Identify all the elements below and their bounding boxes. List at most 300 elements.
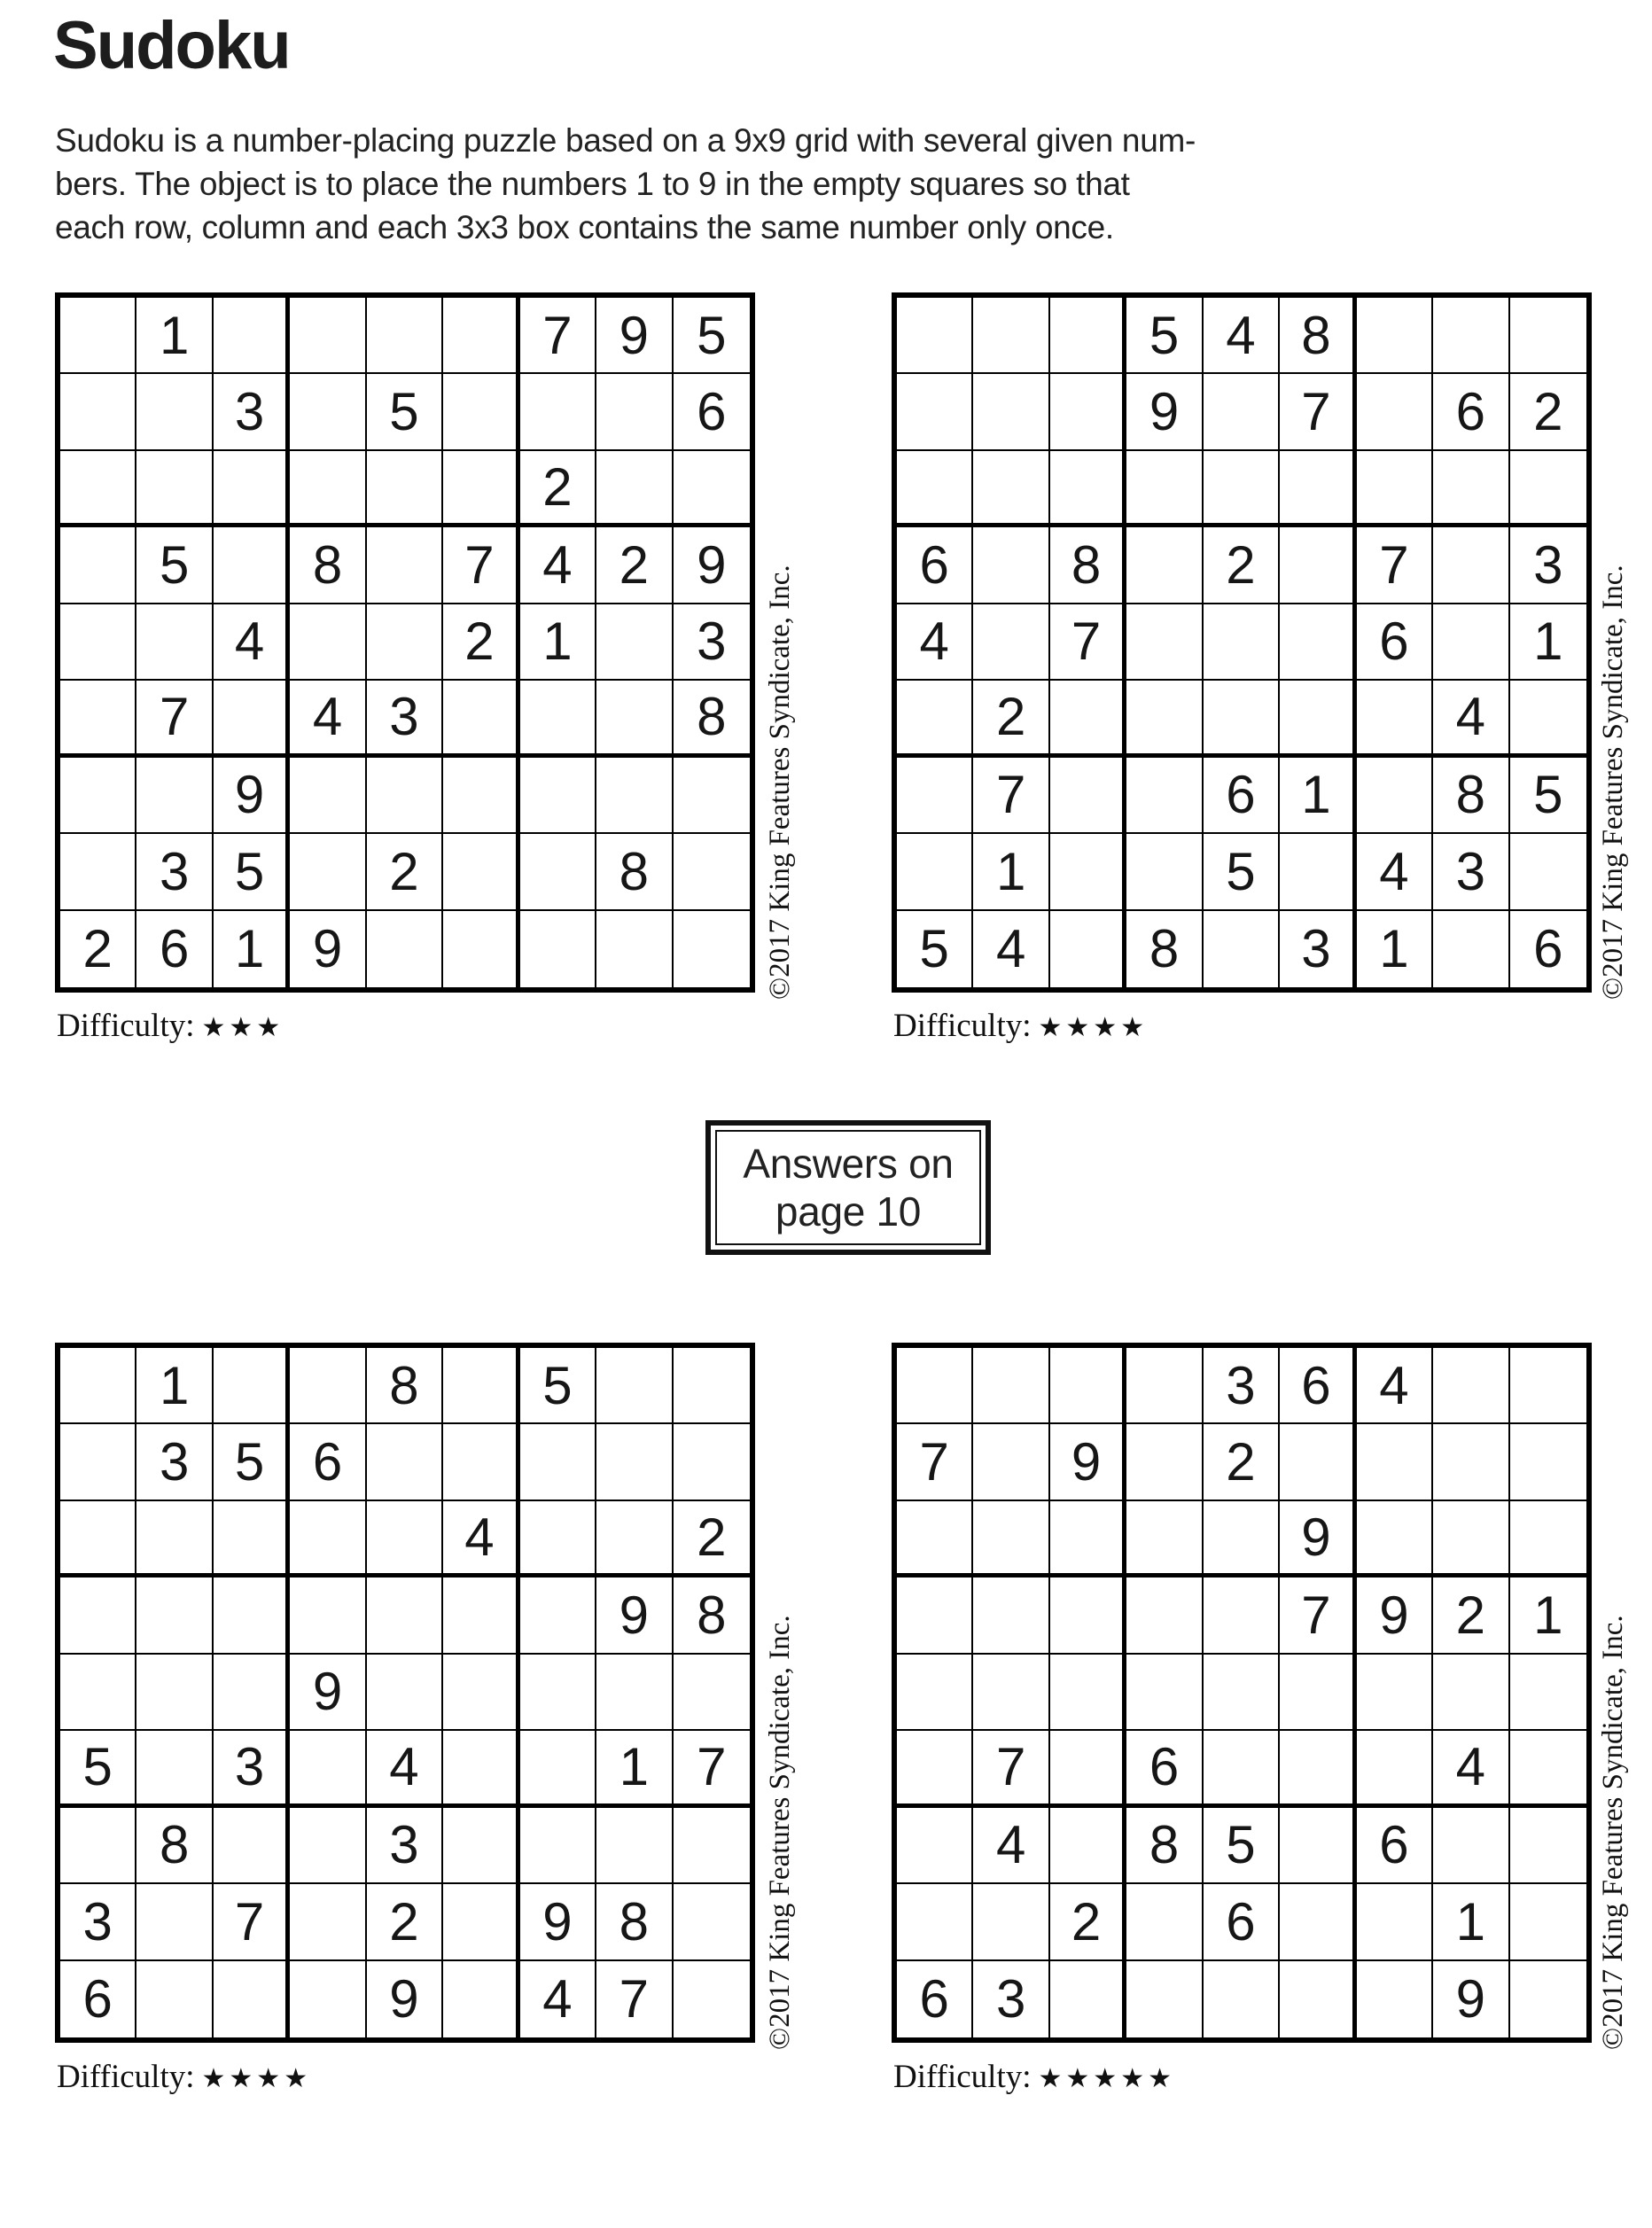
sudoku-cell-r2c3[interactable] xyxy=(1050,374,1126,450)
sudoku-cell-r2c7[interactable] xyxy=(1357,374,1433,450)
sudoku-cell-r1c5[interactable] xyxy=(367,298,443,374)
sudoku-cell-r8c8: 8 xyxy=(596,834,673,910)
sudoku-cell-r7c3[interactable] xyxy=(1050,758,1126,834)
sudoku-cell-r4c5[interactable] xyxy=(367,527,443,604)
sudoku-cell-r6c6[interactable] xyxy=(1280,681,1356,757)
sudoku-cell-r3c7[interactable] xyxy=(520,1501,596,1578)
sudoku-cell-r9c6[interactable] xyxy=(443,911,519,987)
sudoku-cell-r6c7[interactable] xyxy=(520,1731,596,1807)
sudoku-cell-r3c7[interactable] xyxy=(1357,451,1433,527)
sudoku-cell-r7c7: 6 xyxy=(1357,1808,1433,1884)
sudoku-cell-r1c1[interactable] xyxy=(897,298,973,374)
sudoku-cell-r6c1[interactable] xyxy=(60,681,136,757)
sudoku-cell-r5c6[interactable] xyxy=(443,1655,519,1731)
sudoku-cell-r4c3[interactable] xyxy=(214,1578,290,1654)
sudoku-cell-r1c1[interactable] xyxy=(60,1348,136,1424)
sudoku-cell-r4c1[interactable] xyxy=(897,1578,973,1654)
sudoku-cell-r7c4: 8 xyxy=(1126,1808,1203,1884)
sudoku-cell-r6c9[interactable] xyxy=(1510,1731,1586,1807)
sudoku-cell-r3c4[interactable] xyxy=(290,1501,366,1578)
sudoku-cell-r3c2[interactable] xyxy=(136,1501,213,1578)
sudoku-cell-r9c3[interactable] xyxy=(1050,911,1126,987)
sudoku-cell-r6c2[interactable] xyxy=(136,1731,213,1807)
sudoku-cell-r5c7: 1 xyxy=(520,604,596,681)
sudoku-cell-r2c3: 3 xyxy=(214,374,290,450)
sudoku-cell-r1c3[interactable] xyxy=(1050,1348,1126,1424)
sudoku-cell-r8c9[interactable] xyxy=(674,834,750,910)
sudoku-cell-r3c9[interactable] xyxy=(1510,1501,1586,1578)
sudoku-cell-r8c3[interactable] xyxy=(1050,834,1126,910)
sudoku-cell-r9c8[interactable] xyxy=(1433,911,1509,987)
sudoku-cell-r3c4[interactable] xyxy=(1126,1501,1203,1578)
sudoku-cell-r9c8[interactable] xyxy=(596,911,673,987)
sudoku-cell-r6c6[interactable] xyxy=(443,681,519,757)
sudoku-cell-r4c9: 1 xyxy=(1510,1578,1586,1654)
instructions-line-1: Sudoku is a number-placing puzzle based on a 9x9 grid with several given num- xyxy=(55,122,1196,159)
sudoku-cell-r1c4[interactable] xyxy=(290,1348,366,1424)
sudoku-cell-r7c2: 8 xyxy=(136,1808,213,1884)
sudoku-cell-r7c6: 1 xyxy=(1280,758,1356,834)
sudoku-cell-r2c9[interactable] xyxy=(1510,1424,1586,1500)
sudoku-cell-r1c2[interactable] xyxy=(973,298,1049,374)
sudoku-cell-r8c1[interactable] xyxy=(897,1884,973,1960)
sudoku-cell-r1c9[interactable] xyxy=(1510,298,1586,374)
sudoku-cell-r1c3[interactable] xyxy=(214,298,290,374)
sudoku-cell-r5c5[interactable] xyxy=(367,1655,443,1731)
sudoku-cell-r3c8[interactable] xyxy=(596,1501,673,1578)
sudoku-cell-r2c4[interactable] xyxy=(290,374,366,450)
sudoku-cell-r2c1[interactable] xyxy=(60,1424,136,1500)
sudoku-cell-r9c5[interactable] xyxy=(1204,911,1280,987)
sudoku-cell-r4c6[interactable] xyxy=(443,1578,519,1654)
sudoku-cell-r3c4[interactable] xyxy=(1126,451,1203,527)
sudoku-cell-r3c3[interactable] xyxy=(214,1501,290,1578)
sudoku-cell-r3c7: 2 xyxy=(520,451,596,527)
difficulty-label: Difficulty: xyxy=(57,1008,195,1044)
sudoku-cell-r6c2: 2 xyxy=(973,681,1049,757)
sudoku-cell-r2c5: 5 xyxy=(367,374,443,450)
sudoku-cell-r7c5[interactable] xyxy=(367,758,443,834)
difficulty-stars: ★★★★ xyxy=(1038,1013,1149,1042)
sudoku-cell-r2c5[interactable] xyxy=(1204,374,1280,450)
sudoku-cell-r3c3[interactable] xyxy=(1050,1501,1126,1578)
sudoku-cell-r4c5[interactable] xyxy=(1204,1578,1280,1654)
sudoku-cell-r3c4[interactable] xyxy=(290,451,366,527)
sudoku-cell-r4c7[interactable] xyxy=(520,1578,596,1654)
sudoku-cell-r5c9: 1 xyxy=(1510,604,1586,681)
sudoku-cell-r6c9: 8 xyxy=(674,681,750,757)
sudoku-cell-r6c3[interactable] xyxy=(1050,681,1126,757)
sudoku-cell-r2c8[interactable] xyxy=(1433,1424,1509,1500)
sudoku-cell-r1c9: 5 xyxy=(674,298,750,374)
sudoku-cell-r3c1[interactable] xyxy=(897,1501,973,1578)
sudoku-cell-r7c9[interactable] xyxy=(674,1808,750,1884)
sudoku-cell-r8c1[interactable] xyxy=(60,834,136,910)
sudoku-cell-r9c3[interactable] xyxy=(1050,1961,1126,2037)
sudoku-cell-r4c4[interactable] xyxy=(1126,527,1203,604)
answers-box xyxy=(705,1120,991,1255)
sudoku-cell-r2c8[interactable] xyxy=(596,374,673,450)
sudoku-cell-r3c8[interactable] xyxy=(596,451,673,527)
sudoku-cell-r7c3[interactable] xyxy=(214,1808,290,1884)
sudoku-cell-r3c9[interactable] xyxy=(1510,451,1586,527)
sudoku-cell-r2c8: 6 xyxy=(1433,374,1509,450)
sudoku-cell-r8c7: 4 xyxy=(1357,834,1433,910)
sudoku-cell-r3c2[interactable] xyxy=(973,451,1049,527)
sudoku-cell-r7c2: 4 xyxy=(973,1808,1049,1884)
sudoku-cell-r2c6[interactable] xyxy=(1280,1424,1356,1500)
sudoku-cell-r9c4[interactable] xyxy=(1126,1961,1203,2037)
sudoku-cell-r1c5: 8 xyxy=(367,1348,443,1424)
sudoku-cell-r5c1: 4 xyxy=(897,604,973,681)
sudoku-cell-r5c4: 9 xyxy=(290,1655,366,1731)
sudoku-cell-r4c9: 3 xyxy=(1510,527,1586,604)
sudoku-cell-r5c4[interactable] xyxy=(290,604,366,681)
sudoku-cell-r3c6[interactable] xyxy=(1280,451,1356,527)
sudoku-cell-r1c6[interactable] xyxy=(443,1348,519,1424)
sudoku-cell-r7c5: 6 xyxy=(1204,758,1280,834)
sudoku-cell-r9c1: 5 xyxy=(897,911,973,987)
sudoku-cell-r6c1[interactable] xyxy=(897,681,973,757)
sudoku-cell-r2c9: 2 xyxy=(1510,374,1586,450)
sudoku-cell-r5c7: 6 xyxy=(1357,604,1433,681)
sudoku-cell-r2c5[interactable] xyxy=(367,1424,443,1500)
sudoku-cell-r9c8: 9 xyxy=(1433,1961,1509,2037)
sudoku-cell-r4c7: 7 xyxy=(1357,527,1433,604)
sudoku-cell-r5c9[interactable] xyxy=(674,1655,750,1731)
sudoku-cell-r5c5[interactable] xyxy=(367,604,443,681)
sudoku-cell-r4c2[interactable] xyxy=(973,1578,1049,1654)
sudoku-cell-r1c7: 4 xyxy=(1357,1348,1433,1424)
sudoku-cell-r8c9[interactable] xyxy=(1510,834,1586,910)
sudoku-cell-r2c2[interactable] xyxy=(136,374,213,450)
sudoku-cell-r4c1[interactable] xyxy=(60,1578,136,1654)
sudoku-cell-r1c9[interactable] xyxy=(1510,1348,1586,1424)
sudoku-cell-r6c5[interactable] xyxy=(1204,1731,1280,1807)
answers-box-line-2: page 10 xyxy=(775,1188,922,1235)
sudoku-cell-r6c5[interactable] xyxy=(1204,681,1280,757)
sudoku-grid-top-left xyxy=(55,292,755,993)
sudoku-cell-r9c7[interactable] xyxy=(1357,1961,1433,2037)
sudoku-cell-r3c7[interactable] xyxy=(1357,1501,1433,1578)
sudoku-cell-r7c8[interactable] xyxy=(596,758,673,834)
sudoku-cell-r5c1[interactable] xyxy=(60,1655,136,1731)
sudoku-cell-r9c2[interactable] xyxy=(136,1961,213,2037)
sudoku-cell-r3c2[interactable] xyxy=(136,451,213,527)
sudoku-cell-r5c8[interactable] xyxy=(1433,604,1509,681)
sudoku-cell-r6c4: 4 xyxy=(290,681,366,757)
sudoku-cell-r9c9[interactable] xyxy=(674,1961,750,2037)
difficulty-stars: ★★★ xyxy=(201,1013,284,1042)
sudoku-cell-r9c5: 9 xyxy=(367,1961,443,2037)
sudoku-cell-r8c5: 2 xyxy=(367,1884,443,1960)
sudoku-cell-r4c5[interactable] xyxy=(367,1578,443,1654)
sudoku-cell-r1c4: 5 xyxy=(1126,298,1203,374)
sudoku-cell-r1c5: 4 xyxy=(1204,298,1280,374)
sudoku-cell-r9c6: 3 xyxy=(1280,911,1356,987)
sudoku-cell-r7c7[interactable] xyxy=(520,758,596,834)
difficulty-bottom-right xyxy=(893,2058,1175,2096)
sudoku-cell-r2c4[interactable] xyxy=(1126,1424,1203,1500)
sudoku-cell-r3c5[interactable] xyxy=(367,451,443,527)
sudoku-cell-r8c4[interactable] xyxy=(1126,834,1203,910)
sudoku-cell-r5c2[interactable] xyxy=(136,1655,213,1731)
sudoku-cell-r5c5[interactable] xyxy=(1204,1655,1280,1731)
sudoku-cell-r9c7: 4 xyxy=(520,1961,596,2037)
sudoku-cell-r2c2[interactable] xyxy=(973,1424,1049,1500)
sudoku-cell-r5c7[interactable] xyxy=(1357,1655,1433,1731)
sudoku-cell-r8c4[interactable] xyxy=(290,834,366,910)
sudoku-cell-r1c1[interactable] xyxy=(60,298,136,374)
sudoku-cell-r3c3[interactable] xyxy=(214,451,290,527)
sudoku-cell-r2c4: 9 xyxy=(1126,374,1203,450)
sudoku-cell-r8c5: 6 xyxy=(1204,1884,1280,1960)
sudoku-cell-r5c3: 7 xyxy=(1050,604,1126,681)
sudoku-cell-r4c1[interactable] xyxy=(60,527,136,604)
sudoku-cell-r6c7[interactable] xyxy=(1357,1731,1433,1807)
sudoku-cell-r7c3[interactable] xyxy=(1050,1808,1126,1884)
sudoku-cell-r5c7[interactable] xyxy=(520,1655,596,1731)
sudoku-cell-r9c6[interactable] xyxy=(443,1961,519,2037)
sudoku-cell-r8c6[interactable] xyxy=(443,834,519,910)
sudoku-cell-r6c7[interactable] xyxy=(1357,681,1433,757)
sudoku-cell-r2c7[interactable] xyxy=(520,374,596,450)
sudoku-cell-r3c8[interactable] xyxy=(1433,1501,1509,1578)
sudoku-cell-r9c4: 9 xyxy=(290,911,366,987)
sudoku-cell-r7c4[interactable] xyxy=(1126,758,1203,834)
sudoku-cell-r7c1[interactable] xyxy=(897,758,973,834)
sudoku-cell-r1c3[interactable] xyxy=(214,1348,290,1424)
sudoku-cell-r1c2: 1 xyxy=(136,1348,213,1424)
sudoku-cell-r4c9: 9 xyxy=(674,527,750,604)
sudoku-grid-bottom-left xyxy=(55,1343,755,2043)
sudoku-cell-r5c2[interactable] xyxy=(973,604,1049,681)
sudoku-cell-r6c3[interactable] xyxy=(1050,1731,1126,1807)
sudoku-cell-r2c1[interactable] xyxy=(897,374,973,450)
sudoku-cell-r1c5: 3 xyxy=(1204,1348,1280,1424)
sudoku-cell-r2c7[interactable] xyxy=(520,1424,596,1500)
difficulty-top-left xyxy=(57,1007,284,1045)
sudoku-cell-r8c9[interactable] xyxy=(1510,1884,1586,1960)
sudoku-cell-r4c2[interactable] xyxy=(136,1578,213,1654)
sudoku-cell-r3c1[interactable] xyxy=(60,451,136,527)
sudoku-cell-r5c9[interactable] xyxy=(1510,1655,1586,1731)
sudoku-cell-r9c5[interactable] xyxy=(1204,1961,1280,2037)
sudoku-cell-r1c6[interactable] xyxy=(443,298,519,374)
sudoku-cell-r1c7[interactable] xyxy=(1357,298,1433,374)
sudoku-cell-r4c1: 6 xyxy=(897,527,973,604)
sudoku-cell-r7c7[interactable] xyxy=(520,1808,596,1884)
sudoku-cell-r4c4[interactable] xyxy=(290,1578,366,1654)
sudoku-cell-r8c8: 1 xyxy=(1433,1884,1509,1960)
sudoku-cell-r9c1: 6 xyxy=(897,1961,973,2037)
sudoku-cell-r6c9: 7 xyxy=(674,1731,750,1807)
sudoku-cell-r7c2[interactable] xyxy=(136,758,213,834)
sudoku-cell-r8c6[interactable] xyxy=(1280,1884,1356,1960)
sudoku-cell-r7c9[interactable] xyxy=(1510,1808,1586,1884)
sudoku-cell-r7c8[interactable] xyxy=(1433,1808,1509,1884)
answers-box-inner xyxy=(715,1130,981,1245)
sudoku-cell-r3c5[interactable] xyxy=(1204,451,1280,527)
sudoku-cell-r7c6[interactable] xyxy=(1280,1808,1356,1884)
sudoku-cell-r5c6[interactable] xyxy=(1280,604,1356,681)
sudoku-cell-r9c4[interactable] xyxy=(290,1961,366,2037)
sudoku-cell-r6c3[interactable] xyxy=(214,681,290,757)
difficulty-top-right xyxy=(893,1007,1148,1045)
sudoku-cell-r6c5: 4 xyxy=(367,1731,443,1807)
difficulty-label: Difficulty: xyxy=(893,1008,1032,1044)
sudoku-cell-r7c1[interactable] xyxy=(60,1808,136,1884)
sudoku-cell-r1c2: 1 xyxy=(136,298,213,374)
difficulty-stars: ★★★★★ xyxy=(1038,2064,1175,2093)
sudoku-cell-r8c1[interactable] xyxy=(897,834,973,910)
sudoku-cell-r6c6[interactable] xyxy=(443,1731,519,1807)
sudoku-cell-r8c2[interactable] xyxy=(973,1884,1049,1960)
sudoku-cell-r9c5[interactable] xyxy=(367,911,443,987)
sudoku-cell-r4c6: 7 xyxy=(443,527,519,604)
sudoku-cell-r2c1[interactable] xyxy=(60,374,136,450)
sudoku-cell-r5c5[interactable] xyxy=(1204,604,1280,681)
difficulty-bottom-left xyxy=(57,2058,311,2096)
sudoku-cell-r5c1[interactable] xyxy=(897,1655,973,1731)
sudoku-cell-r1c9[interactable] xyxy=(674,1348,750,1424)
sudoku-cell-r8c7[interactable] xyxy=(1357,1884,1433,1960)
sudoku-cell-r3c9[interactable] xyxy=(674,451,750,527)
sudoku-cell-r9c1: 2 xyxy=(60,911,136,987)
sudoku-cell-r4c3[interactable] xyxy=(1050,1578,1126,1654)
sudoku-cell-r8c6[interactable] xyxy=(443,1884,519,1960)
sudoku-cell-r2c2: 3 xyxy=(136,1424,213,1500)
sudoku-cell-r6c9[interactable] xyxy=(1510,681,1586,757)
sudoku-cell-r8c2[interactable] xyxy=(136,1884,213,1960)
sudoku-cell-r8c8: 8 xyxy=(596,1884,673,1960)
sudoku-cell-r9c6[interactable] xyxy=(1280,1961,1356,2037)
sudoku-cell-r1c4[interactable] xyxy=(1126,1348,1203,1424)
sudoku-cell-r6c8: 1 xyxy=(596,1731,673,1807)
sudoku-cell-r8c9[interactable] xyxy=(674,1884,750,1960)
sudoku-cell-r4c6[interactable] xyxy=(1280,527,1356,604)
sudoku-cell-r1c8[interactable] xyxy=(1433,298,1509,374)
sudoku-cell-r3c6: 4 xyxy=(443,1501,519,1578)
sudoku-cell-r4c4: 8 xyxy=(290,527,366,604)
sudoku-cell-r3c5[interactable] xyxy=(367,1501,443,1578)
sudoku-cell-r2c6: 7 xyxy=(1280,374,1356,450)
sudoku-cell-r2c6[interactable] xyxy=(443,374,519,450)
sudoku-cell-r6c2: 7 xyxy=(973,1731,1049,1807)
sudoku-cell-r6c8: 4 xyxy=(1433,1731,1509,1807)
sudoku-cell-r3c8[interactable] xyxy=(1433,451,1509,527)
copyright-text-bottom-left: ©2017 King Features Syndicate, Inc. xyxy=(764,1615,796,2050)
sudoku-cell-r6c6[interactable] xyxy=(1280,1731,1356,1807)
sudoku-cell-r5c3: 4 xyxy=(214,604,290,681)
sudoku-cell-r2c8[interactable] xyxy=(596,1424,673,1500)
sudoku-cell-r8c2: 1 xyxy=(973,834,1049,910)
sudoku-cell-r5c1[interactable] xyxy=(60,604,136,681)
sudoku-cell-r5c8[interactable] xyxy=(1433,1655,1509,1731)
sudoku-cell-r8c6[interactable] xyxy=(1280,834,1356,910)
sudoku-cell-r9c2: 3 xyxy=(973,1961,1049,2037)
sudoku-cell-r8c4[interactable] xyxy=(1126,1884,1203,1960)
sudoku-cell-r3c1[interactable] xyxy=(60,1501,136,1578)
sudoku-cell-r9c1: 6 xyxy=(60,1961,136,2037)
sudoku-cell-r7c4[interactable] xyxy=(290,758,366,834)
sudoku-cell-r2c6[interactable] xyxy=(443,1424,519,1500)
sudoku-cell-r7c4[interactable] xyxy=(290,1808,366,1884)
sudoku-cell-r5c2[interactable] xyxy=(973,1655,1049,1731)
sudoku-cell-r1c4[interactable] xyxy=(290,298,366,374)
sudoku-cell-r8c7[interactable] xyxy=(520,834,596,910)
sudoku-cell-r6c8: 4 xyxy=(1433,681,1509,757)
sudoku-cell-r3c6[interactable] xyxy=(443,451,519,527)
sudoku-cell-r7c8[interactable] xyxy=(596,1808,673,1884)
sudoku-cell-r7c7[interactable] xyxy=(1357,758,1433,834)
sudoku-cell-r5c6[interactable] xyxy=(1280,1655,1356,1731)
sudoku-cell-r5c3[interactable] xyxy=(214,1655,290,1731)
sudoku-cell-r4c3[interactable] xyxy=(214,527,290,604)
sudoku-cell-r5c3[interactable] xyxy=(1050,1655,1126,1731)
sudoku-cell-r7c2: 7 xyxy=(973,758,1049,834)
sudoku-cell-r1c3[interactable] xyxy=(1050,298,1126,374)
sudoku-cell-r9c9[interactable] xyxy=(674,911,750,987)
sudoku-cell-r2c2[interactable] xyxy=(973,374,1049,450)
sudoku-cell-r6c4[interactable] xyxy=(290,1731,366,1807)
sudoku-cell-r8c1: 3 xyxy=(60,1884,136,1960)
sudoku-cell-r8c3: 7 xyxy=(214,1884,290,1960)
sudoku-cell-r6c8[interactable] xyxy=(596,681,673,757)
sudoku-cell-r7c9[interactable] xyxy=(674,758,750,834)
sudoku-cell-r5c2[interactable] xyxy=(136,604,213,681)
sudoku-cell-r7c5: 3 xyxy=(367,1808,443,1884)
sudoku-cell-r1c1[interactable] xyxy=(897,1348,973,1424)
sudoku-cell-r6c7[interactable] xyxy=(520,681,596,757)
sudoku-cell-r4c4[interactable] xyxy=(1126,1578,1203,1654)
sudoku-cell-r5c8[interactable] xyxy=(596,604,673,681)
sudoku-cell-r3c3[interactable] xyxy=(1050,451,1126,527)
sudoku-cell-r7c1[interactable] xyxy=(897,1808,973,1884)
sudoku-cell-r6c4[interactable] xyxy=(1126,681,1203,757)
sudoku-cell-r5c4[interactable] xyxy=(1126,604,1203,681)
sudoku-cell-r8c3: 5 xyxy=(214,834,290,910)
sudoku-cell-r5c8[interactable] xyxy=(596,1655,673,1731)
sudoku-cell-r6c3: 3 xyxy=(214,1731,290,1807)
sudoku-cell-r7c6[interactable] xyxy=(443,1808,519,1884)
sudoku-cell-r7c6[interactable] xyxy=(443,758,519,834)
sudoku-cell-r8c7: 9 xyxy=(520,1884,596,1960)
sudoku-cell-r2c5: 2 xyxy=(1204,1424,1280,1500)
sudoku-cell-r5c4[interactable] xyxy=(1126,1655,1203,1731)
sudoku-cell-r9c9[interactable] xyxy=(1510,1961,1586,2037)
sudoku-cell-r1c2[interactable] xyxy=(973,1348,1049,1424)
sudoku-cell-r6c1[interactable] xyxy=(897,1731,973,1807)
sudoku-cell-r9c3[interactable] xyxy=(214,1961,290,2037)
sudoku-cell-r7c1[interactable] xyxy=(60,758,136,834)
sudoku-cell-r2c9[interactable] xyxy=(674,1424,750,1500)
sudoku-grid-top-right xyxy=(892,292,1592,993)
sudoku-cell-r1c8[interactable] xyxy=(1433,1348,1509,1424)
sudoku-cell-r3c2[interactable] xyxy=(973,1501,1049,1578)
sudoku-cell-r4c8: 2 xyxy=(596,527,673,604)
sudoku-cell-r4c2[interactable] xyxy=(973,527,1049,604)
sudoku-cell-r3c1[interactable] xyxy=(897,451,973,527)
sudoku-cell-r9c7[interactable] xyxy=(520,911,596,987)
sudoku-cell-r3c5[interactable] xyxy=(1204,1501,1280,1578)
sudoku-cell-r8c4[interactable] xyxy=(290,1884,366,1960)
difficulty-stars: ★★★★ xyxy=(201,2064,312,2093)
copyright-text-top-right: ©2017 King Features Syndicate, Inc. xyxy=(1597,565,1629,1000)
sudoku-cell-r4c8[interactable] xyxy=(1433,527,1509,604)
sudoku-cell-r1c8[interactable] xyxy=(596,1348,673,1424)
sudoku-cell-r2c7[interactable] xyxy=(1357,1424,1433,1500)
